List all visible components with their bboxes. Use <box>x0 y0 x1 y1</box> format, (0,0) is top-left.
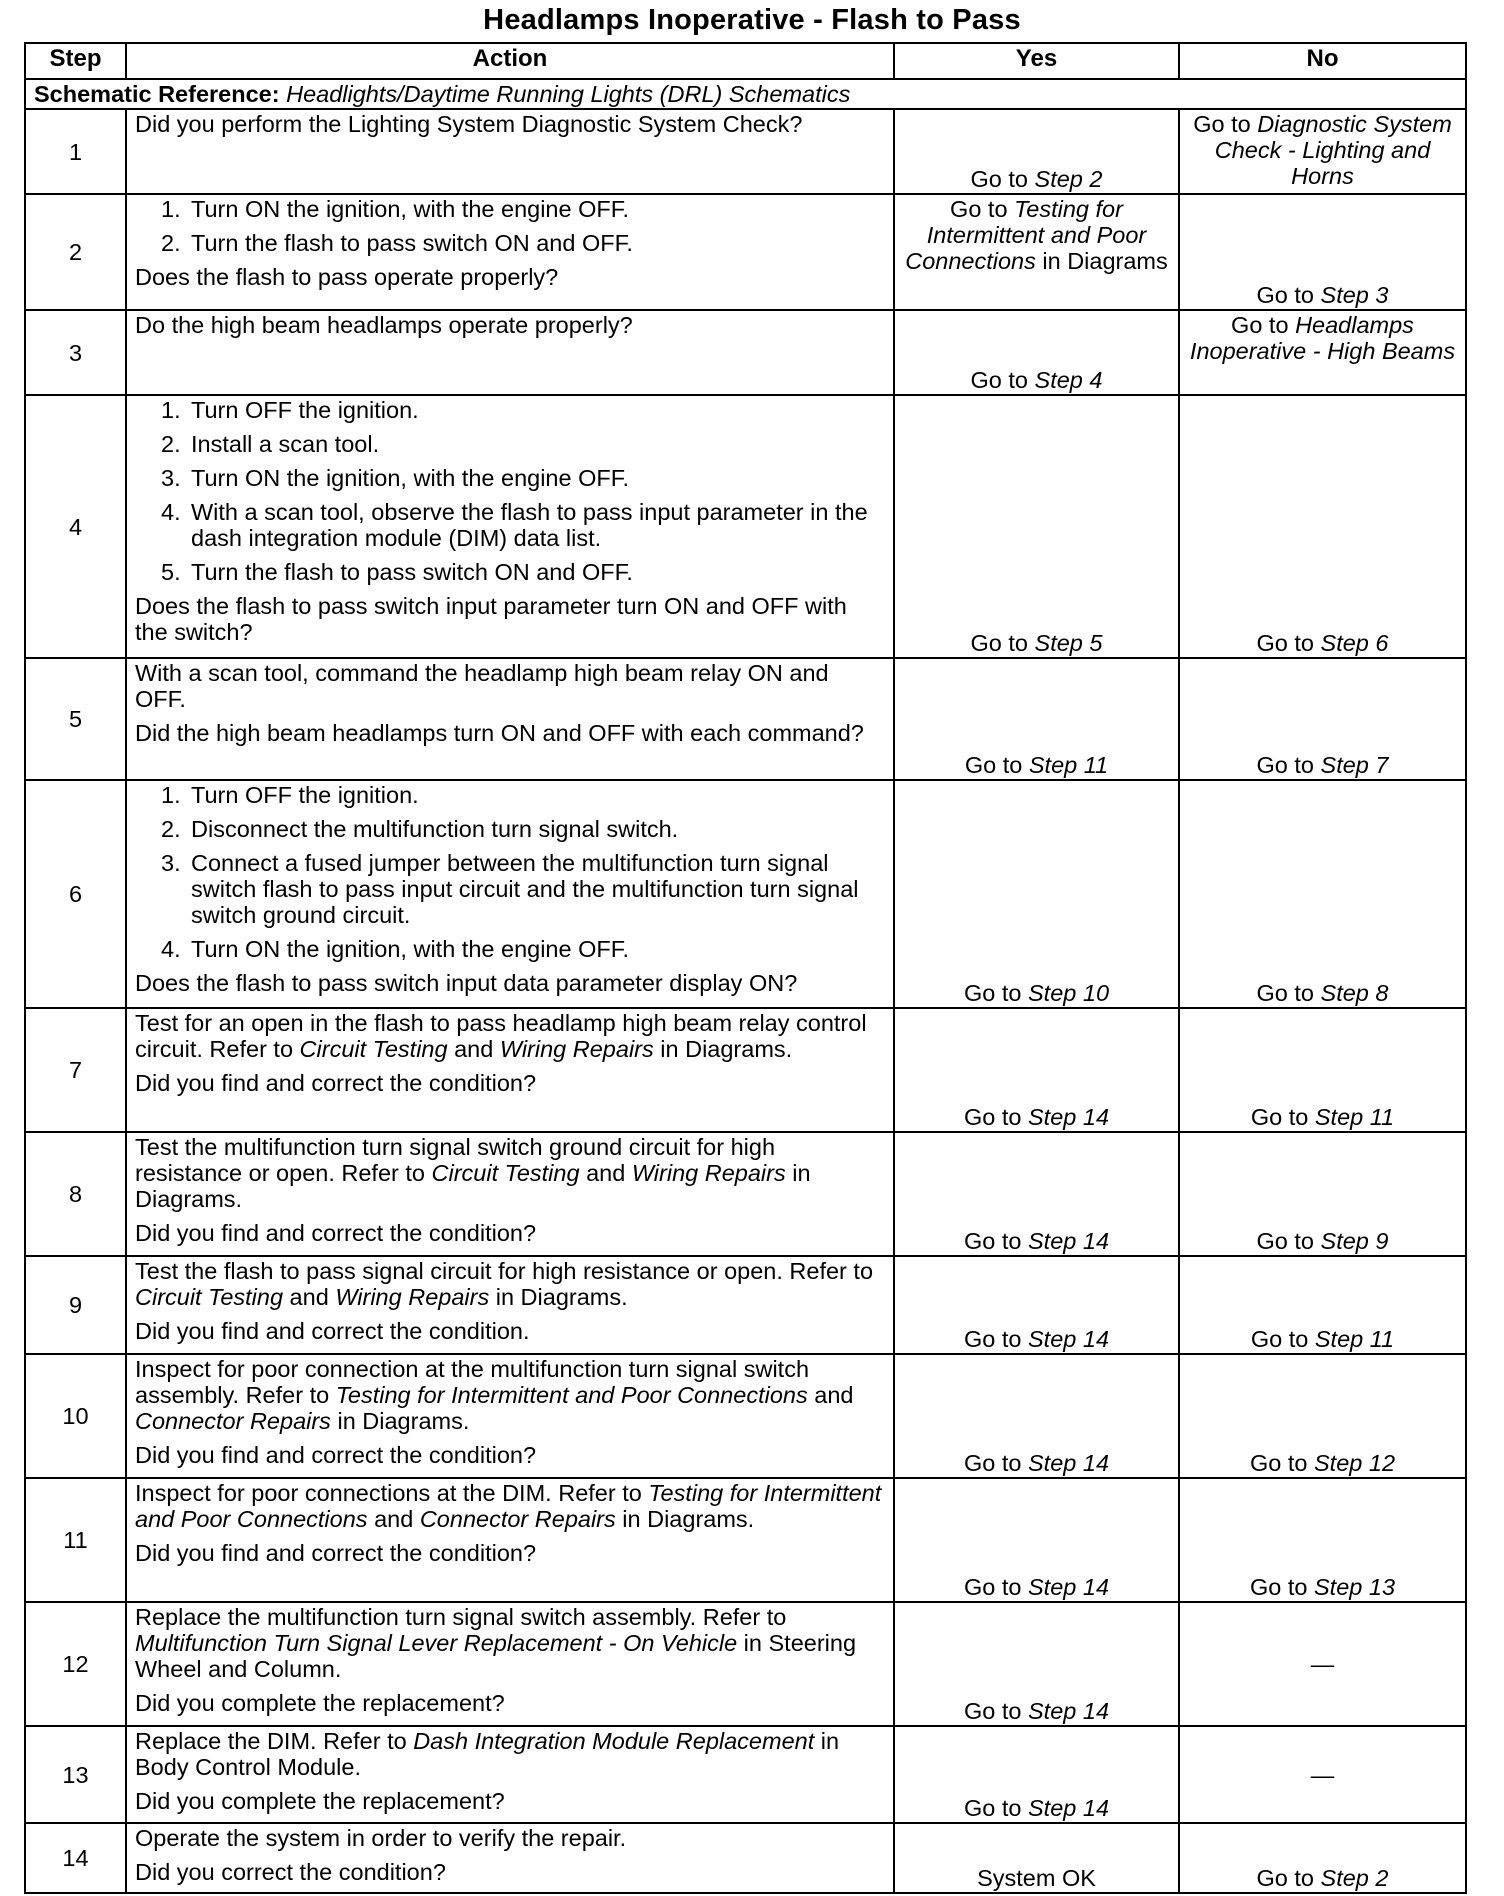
reference-link[interactable]: Wiring Repairs <box>335 1284 490 1310</box>
yes-result <box>894 1354 1179 1478</box>
action-step <box>161 397 885 423</box>
action-cell <box>126 395 894 658</box>
action-question: Did you find and correct the condition? <box>135 1220 537 1246</box>
action-step-number: 3. <box>161 465 181 491</box>
goto-target-link[interactable]: Headlamps Inoperative - High Beams <box>1189 312 1456 364</box>
goto-text: Go to <box>1256 752 1321 778</box>
action-step <box>161 816 885 842</box>
goto-target-link[interactable]: Step 6 <box>1320 630 1389 656</box>
action-step-number: 2. <box>161 816 181 842</box>
action-instruction <box>135 1134 885 1212</box>
action-question: Does the flash to pass switch input data parameter display ON? <box>135 970 798 996</box>
instruction-text: in Diagrams. <box>615 1506 755 1532</box>
goto-target-link[interactable]: Step 11 <box>1314 1104 1395 1130</box>
instruction-text: Replace the multifunction turn signal switch assembly. Refer to <box>135 1604 787 1630</box>
reference-link[interactable]: Dash Integration Module Replacement <box>413 1728 815 1754</box>
action-step-text: Turn ON the ignition, with the engine OFF. <box>191 196 630 222</box>
yes-result <box>894 1823 1179 1893</box>
no-result <box>1179 658 1466 780</box>
step-number: 1 <box>25 109 126 194</box>
goto-text: Go to <box>963 1228 1028 1254</box>
action-question: Did you find and correct the condition? <box>135 1442 537 1468</box>
step-number: 11 <box>25 1478 126 1602</box>
action-instruction: With a scan tool, command the headlamp high beam relay ON and OFF. <box>135 660 829 712</box>
action-step-number: 1. <box>161 196 181 222</box>
step-number: 13 <box>25 1726 126 1823</box>
instruction-text: in Diagrams. <box>330 1408 470 1434</box>
goto-target-link[interactable]: Step 14 <box>1028 1104 1110 1130</box>
no-result <box>1179 395 1466 658</box>
action-step <box>161 230 885 256</box>
instruction-text: Inspect for poor connections at the DIM. Refer to <box>135 1480 649 1506</box>
instruction-text: and <box>367 1506 420 1532</box>
action-steps-list <box>135 397 885 585</box>
action-step-text: Turn the flash to pass switch ON and OFF. <box>191 559 633 585</box>
action-step-number: 5. <box>161 559 181 585</box>
step-number: 12 <box>25 1602 126 1726</box>
action-step <box>161 936 885 962</box>
action-step <box>161 196 885 222</box>
goto-text: Go to <box>1256 282 1321 308</box>
goto-target-link[interactable]: Step 7 <box>1320 752 1389 778</box>
goto-target-link[interactable]: Step 2 <box>1320 1865 1389 1891</box>
reference-link[interactable]: Wiring Repairs <box>631 1160 786 1186</box>
instruction-text: in Steering Wheel and Column. <box>135 1630 857 1682</box>
goto-text: Go to <box>964 752 1029 778</box>
action-cell <box>126 194 894 310</box>
table-row <box>25 1354 1466 1478</box>
action-instruction <box>135 1258 885 1310</box>
table-row <box>25 658 1466 780</box>
instruction-text: and <box>447 1036 500 1062</box>
step-number: 10 <box>25 1354 126 1478</box>
action-step-number: 2. <box>161 431 181 457</box>
step-number: 5 <box>25 658 126 780</box>
action-question: Does the flash to pass operate properly? <box>135 264 559 290</box>
action-instruction <box>135 1480 885 1532</box>
goto-text: Go to <box>963 1104 1028 1130</box>
instruction-text: in Diagrams. <box>653 1036 793 1062</box>
goto-text: Go to <box>970 367 1035 393</box>
action-step-text: Turn OFF the ignition. <box>191 397 419 423</box>
diagnostic-table <box>24 42 1467 1894</box>
table-header-row <box>25 43 1466 79</box>
step-number: 2 <box>25 194 126 310</box>
action-cell <box>126 1726 894 1823</box>
step-number: 4 <box>25 395 126 658</box>
yes-result <box>894 780 1179 1008</box>
schematic-reference <box>25 79 1466 109</box>
action-instruction <box>135 1356 885 1434</box>
yes-result <box>894 395 1179 658</box>
goto-text: Go to <box>1256 1228 1321 1254</box>
yes-result <box>894 1132 1179 1256</box>
goto-text: Go to <box>1256 1865 1321 1891</box>
no-result <box>1179 310 1466 395</box>
reference-link[interactable]: Wiring Repairs <box>499 1036 654 1062</box>
instruction-text: Test the multifunction turn signal switch ground circuit for high resistance or open. Refer to <box>135 1134 776 1186</box>
action-cell <box>126 1602 894 1726</box>
action-step <box>161 499 885 551</box>
yes-result <box>894 1478 1179 1602</box>
action-step <box>161 559 885 585</box>
action-cell <box>126 1823 894 1893</box>
goto-suffix: in Diagrams <box>1035 248 1168 274</box>
goto-text: Go to <box>1193 111 1258 137</box>
yes-result <box>894 194 1179 310</box>
yes-result <box>894 310 1179 395</box>
not-applicable-dash: — <box>1310 1651 1335 1677</box>
action-question: Did you find and correct the condition? <box>135 1070 537 1096</box>
goto-target-link[interactable]: Step 2 <box>1034 166 1103 192</box>
goto-target-link[interactable]: Step 11 <box>1314 1326 1395 1352</box>
action-instruction <box>135 1604 885 1682</box>
action-step-number: 1. <box>161 782 181 808</box>
goto-target-link[interactable]: Step 14 <box>1028 1698 1110 1724</box>
action-step-text: Turn OFF the ignition. <box>191 782 419 808</box>
goto-text: Go to <box>1256 630 1321 656</box>
goto-target-link[interactable]: Step 14 <box>1028 1795 1110 1821</box>
action-question: Did you find and correct the condition? <box>135 1540 537 1566</box>
table-row <box>25 1823 1466 1893</box>
yes-result <box>894 1602 1179 1726</box>
action-step-text: Turn ON the ignition, with the engine OFF. <box>191 936 630 962</box>
step-number: 3 <box>25 310 126 395</box>
action-step <box>161 465 885 491</box>
instruction-text: and <box>283 1284 336 1310</box>
page-title: Headlamps Inoperative - Flash to Pass <box>483 4 1021 36</box>
goto-target-link[interactable]: Step 3 <box>1320 282 1389 308</box>
goto-text: Go to <box>1249 1450 1314 1476</box>
goto-text: Go to <box>970 166 1035 192</box>
action-question: Did you complete the replacement? <box>135 1690 505 1716</box>
step-number: 6 <box>25 780 126 1008</box>
goto-text: Go to <box>1249 1574 1314 1600</box>
step-number: 14 <box>25 1823 126 1893</box>
yes-result <box>894 109 1179 194</box>
no-result <box>1179 1478 1466 1602</box>
goto-text: Go to <box>963 980 1028 1006</box>
goto-target-link[interactable]: Step 9 <box>1320 1228 1389 1254</box>
goto-text: Go to <box>950 196 1015 222</box>
instruction-text: and <box>807 1382 854 1408</box>
action-step-number: 1. <box>161 397 181 423</box>
action-cell <box>126 109 894 194</box>
goto-text: Go to <box>970 630 1035 656</box>
table-row <box>25 395 1466 658</box>
table-row <box>25 1132 1466 1256</box>
table-row <box>25 109 1466 194</box>
header-no: No <box>1179 43 1466 79</box>
action-step <box>161 431 885 457</box>
step-number: 7 <box>25 1008 126 1132</box>
reference-link[interactable]: Circuit Testing <box>431 1160 580 1186</box>
action-step <box>161 782 885 808</box>
goto-target-link[interactable]: Step 14 <box>1028 1228 1110 1254</box>
goto-target-link[interactable]: Step 8 <box>1320 980 1389 1006</box>
reference-link[interactable]: Circuit Testing <box>135 1284 284 1310</box>
instruction-text: Inspect for poor connection at the multifunction turn signal switch assembly. Refer to <box>135 1356 810 1408</box>
goto-text: Go to <box>963 1795 1028 1821</box>
goto-target-link[interactable]: Step 4 <box>1034 367 1103 393</box>
reference-link[interactable]: Circuit Testing <box>299 1036 448 1062</box>
header-step: Step <box>25 43 126 79</box>
step-number: 8 <box>25 1132 126 1256</box>
action-question: Did you perform the Lighting System Diagnostic System Check? <box>135 111 803 137</box>
action-step-number: 4. <box>161 936 181 962</box>
goto-target-link[interactable]: Step 11 <box>1028 752 1109 778</box>
yes-result <box>894 1726 1179 1823</box>
table-row <box>25 1478 1466 1602</box>
action-cell <box>126 1478 894 1602</box>
goto-target-link[interactable]: Diagnostic System Check - Lighting and Horns <box>1214 111 1452 189</box>
action-steps-list <box>135 196 885 256</box>
reference-link[interactable]: Connector Repairs <box>419 1506 616 1532</box>
no-result <box>1179 1726 1466 1823</box>
instruction-text: Test the flash to pass signal circuit for high resistance or open. Refer to <box>135 1258 874 1284</box>
goto-target-link[interactable]: Step 14 <box>1028 1574 1110 1600</box>
goto-text: Go to <box>963 1450 1028 1476</box>
action-cell <box>126 1008 894 1132</box>
no-result <box>1179 1132 1466 1256</box>
action-question: Did you correct the condition? <box>135 1859 446 1885</box>
action-cell <box>126 310 894 395</box>
table-row <box>25 1008 1466 1132</box>
no-result <box>1179 1008 1466 1132</box>
yes-result <box>894 658 1179 780</box>
result-text: System OK <box>977 1865 1096 1891</box>
goto-target-link[interactable]: Step 10 <box>1028 980 1110 1006</box>
goto-target-link[interactable]: Step 12 <box>1314 1450 1396 1476</box>
goto-text: Go to <box>963 1326 1028 1352</box>
no-result <box>1179 1256 1466 1354</box>
goto-text: Go to <box>1250 1104 1315 1130</box>
action-step-text: With a scan tool, observe the flash to pass input parameter in the dash integration module (DIM) data list. <box>191 499 868 551</box>
goto-target-link[interactable]: Step 14 <box>1028 1326 1110 1352</box>
no-result <box>1179 194 1466 310</box>
goto-target-link[interactable]: Step 5 <box>1034 630 1103 656</box>
goto-target-link[interactable]: Step 13 <box>1314 1574 1396 1600</box>
goto-text: Go to <box>1256 980 1321 1006</box>
goto-text: Go to <box>1250 1326 1315 1352</box>
action-step-text: Disconnect the multifunction turn signal switch. <box>191 816 679 842</box>
action-step-text: Turn ON the ignition, with the engine OFF. <box>191 465 630 491</box>
action-step-number: 4. <box>161 499 181 525</box>
action-step-text: Turn the flash to pass switch ON and OFF. <box>191 230 633 256</box>
no-result <box>1179 1602 1466 1726</box>
header-yes: Yes <box>894 43 1179 79</box>
action-instruction <box>135 1010 885 1062</box>
action-question: Does the flash to pass switch input parameter turn ON and OFF with the switch? <box>135 593 847 645</box>
goto-text: Go to <box>963 1574 1028 1600</box>
instruction-text: in Diagrams. <box>135 1160 811 1212</box>
action-step-text: Connect a fused jumper between the multifunction turn signal switch flash to pass input circuit and the multifunction turn signal switch ground circuit. <box>191 850 859 928</box>
table-row <box>25 1256 1466 1354</box>
table-row <box>25 194 1466 310</box>
instruction-text: Test for an open in the flash to pass headlamp high beam relay control circuit. Refer to <box>135 1010 867 1062</box>
action-cell <box>126 1354 894 1478</box>
action-instruction <box>135 1728 885 1780</box>
action-cell <box>126 780 894 1008</box>
schematic-reference-row <box>25 79 1466 109</box>
action-question: Did the high beam headlamps turn ON and OFF with each command? <box>135 720 864 746</box>
action-instruction: Operate the system in order to verify the repair. <box>135 1825 627 1851</box>
reference-link[interactable]: Testing for Intermittent and Poor Connections <box>335 1382 808 1408</box>
action-question: Do the high beam headlamps operate properly? <box>135 312 633 338</box>
header-action: Action <box>126 43 894 79</box>
yes-result <box>894 1008 1179 1132</box>
instruction-text: in Body Control Module. <box>135 1728 840 1780</box>
no-result <box>1179 1823 1466 1893</box>
action-step <box>161 850 885 928</box>
action-steps-list <box>135 782 885 962</box>
action-cell <box>126 658 894 780</box>
action-step-number: 2. <box>161 230 181 256</box>
schematic-link[interactable]: Headlights/Daytime Running Lights (DRL) Schematics <box>286 81 851 107</box>
table-row <box>25 1602 1466 1726</box>
no-result <box>1179 1354 1466 1478</box>
reference-link[interactable]: Testing for Intermittent and Poor Connections <box>135 1480 882 1532</box>
goto-target-link[interactable]: Step 14 <box>1028 1450 1110 1476</box>
goto-text: Go to <box>1231 312 1296 338</box>
schematic-label: Schematic Reference: <box>34 81 280 107</box>
instruction-text: in Diagrams. <box>489 1284 628 1310</box>
action-cell <box>126 1256 894 1354</box>
table-row <box>25 310 1466 395</box>
instruction-text: and <box>579 1160 632 1186</box>
yes-result <box>894 1256 1179 1354</box>
action-step-number: 3. <box>161 850 181 876</box>
no-result <box>1179 109 1466 194</box>
goto-text: Go to <box>963 1698 1028 1724</box>
reference-link[interactable]: Multifunction Turn Signal Lever Replacement - On Vehicle <box>135 1630 738 1656</box>
table-row <box>25 1726 1466 1823</box>
table-row <box>25 780 1466 1008</box>
goto-target-link[interactable]: Testing for Intermittent and Poor Connections <box>905 196 1147 274</box>
action-question: Did you complete the replacement? <box>135 1788 505 1814</box>
step-number: 9 <box>25 1256 126 1354</box>
action-step-text: Install a scan tool. <box>191 431 380 457</box>
no-result <box>1179 780 1466 1008</box>
action-cell <box>126 1132 894 1256</box>
not-applicable-dash: — <box>1310 1761 1335 1788</box>
instruction-text: Replace the DIM. Refer to <box>135 1728 414 1754</box>
action-question: Did you find and correct the condition. <box>135 1318 530 1344</box>
reference-link[interactable]: Connector Repairs <box>135 1408 331 1434</box>
